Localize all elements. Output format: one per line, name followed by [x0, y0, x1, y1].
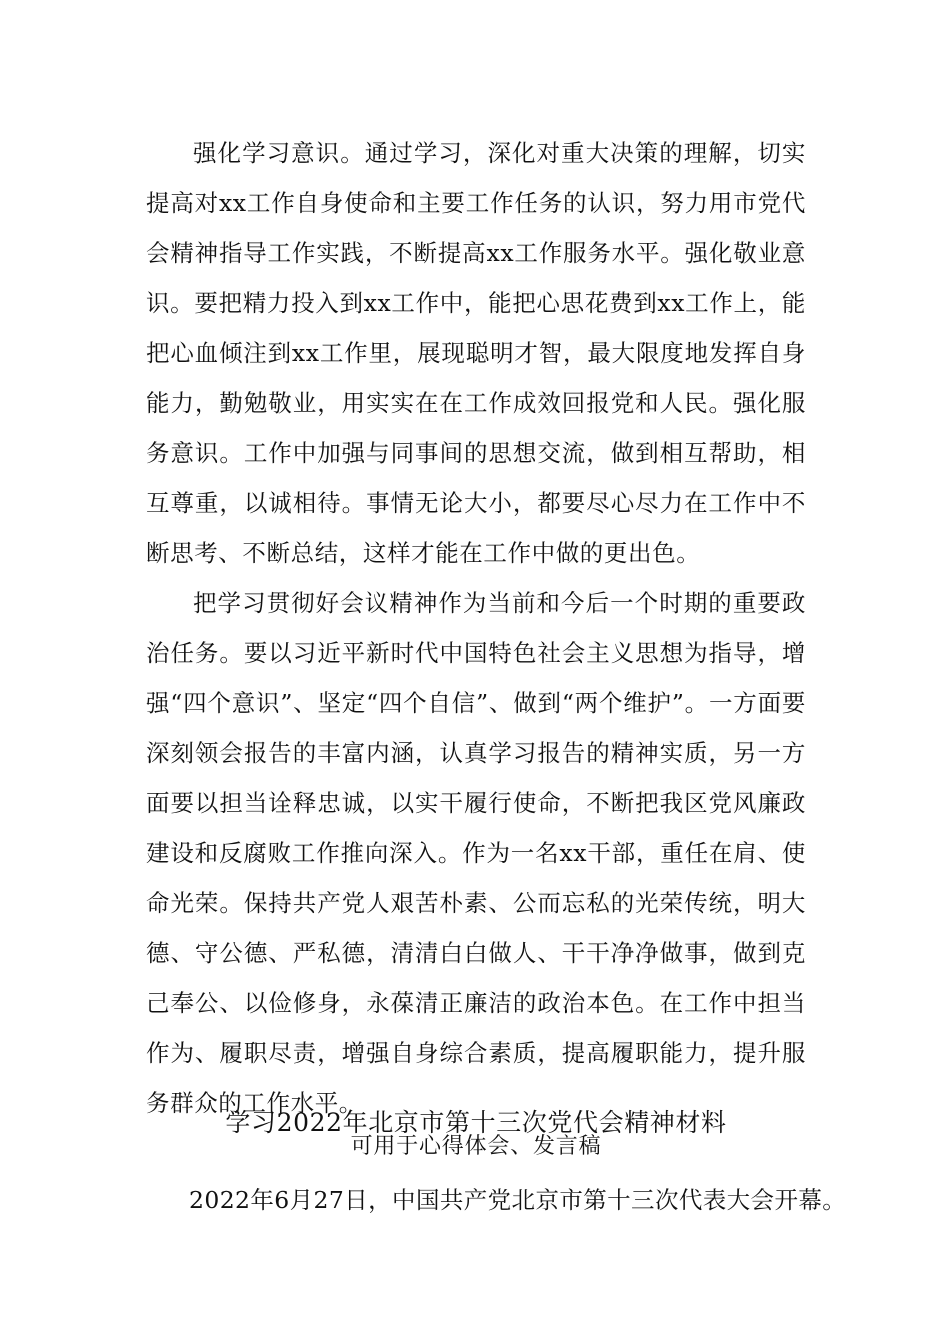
document-title: 学习2022年北京市第十三次党代会精神材料 [225, 1108, 727, 1137]
opening-date-line: 2022年6月27日，中国共产党北京市第十三次代表大会开幕。 [189, 1186, 847, 1214]
body-paragraph-2: 把学习贯彻好会议精神作为当前和今后一个时期的重要政治任务。要以习近平新时代中国特色社会主义思想为指导，增强“四个意识”、坚定“四个自信”、做到“两个维护”。一方面要深刻领会报告的丰富内涵，认真学习报告的精神实质，另一方面要以担当诠释忠诚，以实干履行使命，不断把我区党风廉政建设和反腐败工作推向深入。作为一名xx干部，重任在肩、使命光荣。保持共产党人艰苦朴素、公而忘私的光荣传统，明大德、守公德、严私德，清清白白做人、干干净净做事，做到克己奉公、以俭修身，永葆清正廉洁的政治本色。在工作中担当作为、履职尽责，增强自身综合素质，提高履职能力，提升服务群众的工作水平。 [146, 589, 806, 1117]
document-subtitle: 可用于心得体会、发言稿 [350, 1134, 602, 1159]
body-paragraph-1: 强化学习意识。通过学习，深化对重大决策的理解，切实提高对xx工作自身使命和主要工作任务的认识，努力用市党代会精神指导工作实践，不断提高xx工作服务水平。强化敬业意识。要把精力投入到xx工作中，能把心思花费到xx工作上，能把心血倾注到xx工作里，展现聪明才智，最大限度地发挥自身能力，勤勉敬业，用实实在在工作成效回报党和人民。强化服务意识。工作中加强与同事间的思想交流，做到相互帮助，相互尊重，以诚相待。事情无论大小，都要尽心尽力在工作中不断思考、不断总结，这样才能在工作中做的更出色。 [146, 139, 806, 567]
